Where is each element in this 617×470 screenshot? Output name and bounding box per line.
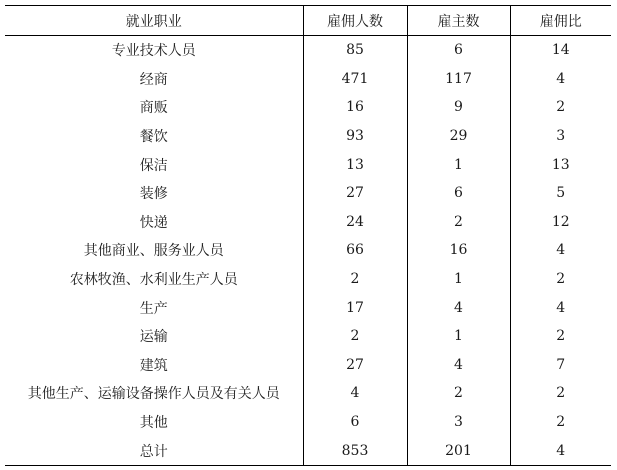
cell-employers: 117 bbox=[407, 65, 510, 94]
cell-employers: 2 bbox=[407, 379, 510, 408]
cell-ratio: 2 bbox=[510, 408, 611, 437]
cell-employees: 27 bbox=[303, 179, 407, 208]
header-ratio: 雇佣比 bbox=[510, 6, 611, 36]
cell-occupation: 农林牧渔、水利业生产人员 bbox=[69, 272, 238, 289]
table-row bbox=[5, 408, 611, 437]
cell-ratio: 13 bbox=[510, 150, 611, 179]
table-row bbox=[5, 36, 611, 65]
cell-ratio: 4 bbox=[510, 436, 611, 465]
cell-employees: 13 bbox=[303, 150, 407, 179]
cell-ratio: 4 bbox=[510, 65, 611, 94]
cell-employees: 27 bbox=[303, 351, 407, 380]
cell-occupation: 快递 bbox=[139, 214, 168, 231]
cell-employees: 85 bbox=[303, 36, 407, 65]
cell-employees: 93 bbox=[303, 122, 407, 151]
cell-occupation: 运输 bbox=[139, 329, 168, 346]
employment-table-container bbox=[5, 5, 611, 466]
cell-ratio: 4 bbox=[510, 236, 611, 265]
cell-occupation: 生产 bbox=[139, 300, 168, 317]
cell-ratio: 4 bbox=[510, 293, 611, 322]
cell-employees: 16 bbox=[303, 93, 407, 122]
cell-employers: 3 bbox=[407, 408, 510, 437]
table-row bbox=[5, 293, 611, 322]
cell-employers: 1 bbox=[407, 265, 510, 294]
cell-ratio: 2 bbox=[510, 379, 611, 408]
cell-employees: 24 bbox=[303, 208, 407, 237]
header-row bbox=[5, 6, 611, 36]
cell-employers: 201 bbox=[407, 436, 510, 465]
table-row bbox=[5, 150, 611, 179]
cell-occupation: 建筑 bbox=[139, 357, 168, 374]
cell-occupation: 总计 bbox=[5, 436, 303, 465]
cell-employees: 471 bbox=[303, 65, 407, 94]
cell-employers: 29 bbox=[407, 122, 510, 151]
cell-employers: 6 bbox=[407, 179, 510, 208]
cell-employers: 9 bbox=[407, 93, 510, 122]
cell-ratio: 2 bbox=[510, 322, 611, 351]
table-header bbox=[5, 6, 611, 36]
cell-occupation: 装修 bbox=[139, 186, 168, 203]
table-row bbox=[5, 93, 611, 122]
cell-employers: 6 bbox=[407, 36, 510, 65]
table-row bbox=[5, 436, 611, 465]
table-row bbox=[5, 208, 611, 237]
cell-ratio: 14 bbox=[510, 36, 611, 65]
header-employers: 雇主数 bbox=[407, 6, 510, 36]
cell-employers: 4 bbox=[407, 351, 510, 380]
cell-employees: 853 bbox=[303, 436, 407, 465]
table-row bbox=[5, 122, 611, 151]
table-body bbox=[5, 36, 611, 466]
cell-employers: 1 bbox=[407, 322, 510, 351]
cell-employers: 4 bbox=[407, 293, 510, 322]
employment-table bbox=[5, 5, 611, 466]
cell-occupation: 其他 bbox=[139, 415, 168, 432]
cell-employers: 1 bbox=[407, 150, 510, 179]
cell-employees: 4 bbox=[303, 379, 407, 408]
table-row bbox=[5, 351, 611, 380]
cell-employers: 16 bbox=[407, 236, 510, 265]
cell-occupation: 保洁 bbox=[139, 157, 168, 174]
table-row bbox=[5, 179, 611, 208]
cell-ratio: 7 bbox=[510, 351, 611, 380]
cell-occupation: 专业技术人员 bbox=[111, 43, 196, 60]
table-row bbox=[5, 379, 611, 408]
cell-ratio: 2 bbox=[510, 265, 611, 294]
table-row bbox=[5, 236, 611, 265]
cell-occupation: 其他生产、运输设备操作人员及有关人员 bbox=[27, 386, 280, 403]
cell-occupation: 其他商业、服务业人员 bbox=[83, 243, 224, 260]
header-occupation: 就业职业 bbox=[5, 6, 303, 36]
cell-employees: 66 bbox=[303, 236, 407, 265]
cell-ratio: 3 bbox=[510, 122, 611, 151]
cell-employers: 2 bbox=[407, 208, 510, 237]
table-row bbox=[5, 65, 611, 94]
table-row bbox=[5, 322, 611, 351]
cell-ratio: 2 bbox=[510, 93, 611, 122]
cell-ratio: 12 bbox=[510, 208, 611, 237]
cell-employees: 17 bbox=[303, 293, 407, 322]
cell-employees: 6 bbox=[303, 408, 407, 437]
table-row bbox=[5, 265, 611, 294]
cell-occupation: 餐饮 bbox=[139, 129, 168, 146]
header-employees: 雇佣人数 bbox=[303, 6, 407, 36]
cell-occupation: 经商 bbox=[139, 71, 168, 88]
cell-ratio: 5 bbox=[510, 179, 611, 208]
cell-occupation: 商贩 bbox=[139, 100, 168, 117]
cell-employees: 2 bbox=[303, 265, 407, 294]
cell-employees: 2 bbox=[303, 322, 407, 351]
